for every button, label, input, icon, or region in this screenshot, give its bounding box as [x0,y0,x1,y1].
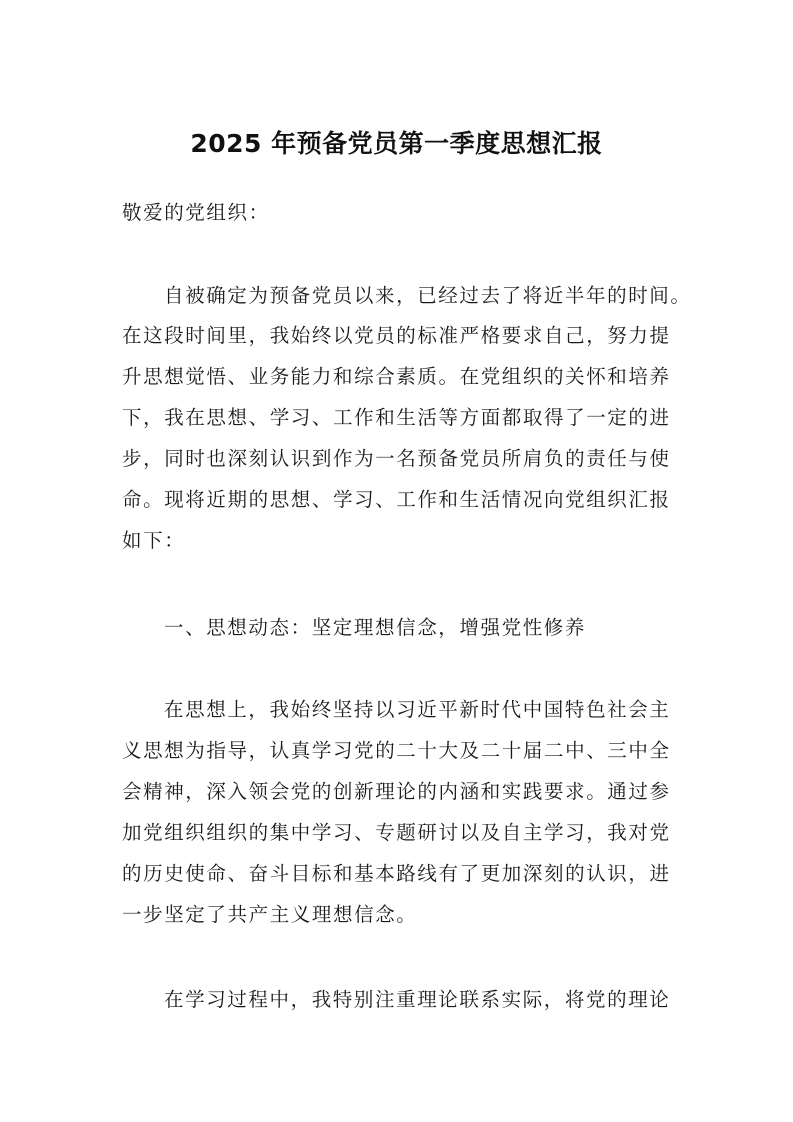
section-heading: 一、思想动态：坚定理想信念，增强党性修养 [164,616,587,639]
salutation: 敬爱的党组织： [122,201,270,224]
paragraph-line: 一步坚定了共产主义理想信念。 [122,903,418,926]
paragraph-line: 会精神，深入领会党的创新理论的内涵和实践要求。通过参 [122,780,671,803]
paragraph-line: 的历史使命、奋斗目标和基本路线有了更加深刻的认识，进 [122,862,671,885]
paragraph-line: 在思想上，我始终坚持以习近平新时代中国特色社会主 [164,698,671,721]
paragraph-line: 步，同时也深刻认识到作为一名预备党员所肩负的责任与使 [122,447,671,470]
document-title: 2025 年预备党员第一季度思想汇报 [190,129,603,158]
paragraph-line: 如下： [122,529,186,552]
paragraph-line: 升思想觉悟、业务能力和综合素质。在党组织的关怀和培养 [122,365,671,388]
paragraph-line: 命。现将近期的思想、学习、工作和生活情况向党组织汇报 [122,488,671,511]
paragraph-line: 在这段时间里，我始终以党员的标准严格要求自己，努力提 [122,324,671,347]
paragraph-line: 自被确定为预备党员以来，已经过去了将近半年的时间。 [164,284,692,307]
paragraph-line: 加党组织组织的集中学习、专题研讨以及自主学习，我对党 [122,821,671,844]
paragraph-line: 在学习过程中，我特别注重理论联系实际，将党的理论 [164,988,671,1011]
paragraph-line: 义思想为指导，认真学习党的二十大及二十届二中、三中全 [122,739,671,762]
paragraph-line: 下，我在思想、学习、工作和生活等方面都取得了一定的进 [122,406,671,429]
